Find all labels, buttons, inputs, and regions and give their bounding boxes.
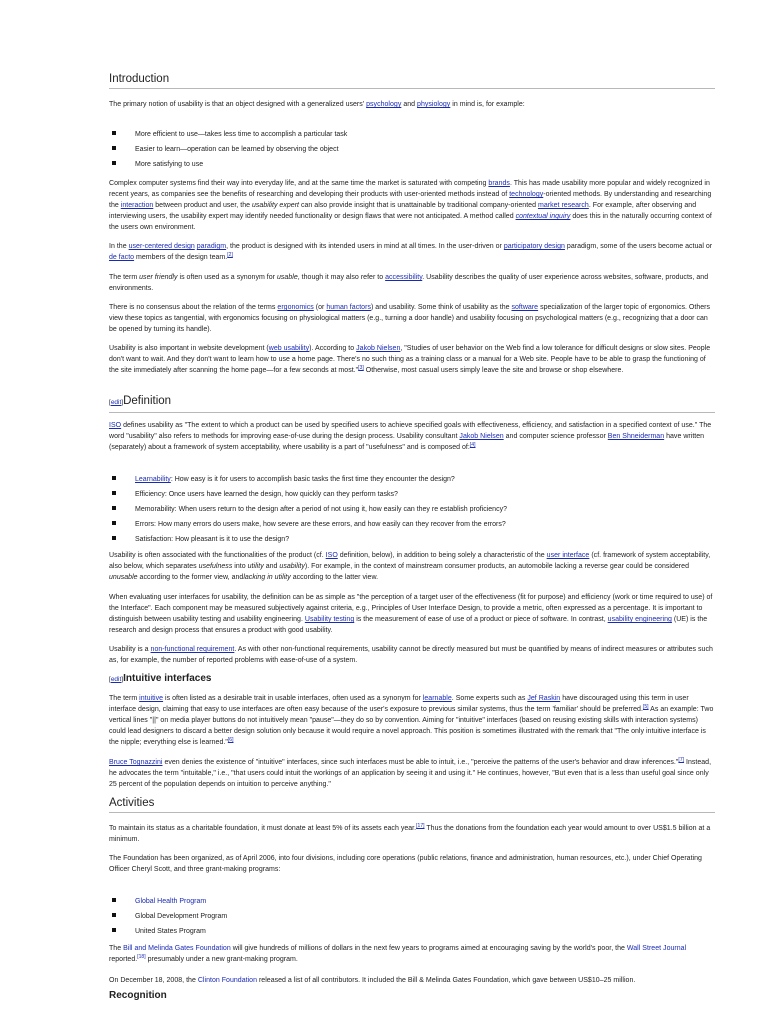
list-item: More efficient to use—takes less time to accomplish a particular task (109, 129, 715, 144)
link-human-factors[interactable]: human factors (326, 304, 371, 311)
section-heading-definition: [edit]Definition (109, 394, 715, 413)
intuitive-paragraph-1: The term intuitive is often listed as a desirable trait in usable interfaces, often used as a synonym for learnable. Some experts such as Jef Raskin have discouraged using this term in user interface design, claiming that easy to use interfaces are often easy because of the user's exposure to previous similar systems, thus the term 'familiar' should be preferred.[5] As an example: Two vertical lines "||" on media player buttons do not intuitively mean "pause"—they do so by convention. Aiming for "intuitive" interfaces (based on reusing existing skills with interaction systems) could lead designers to discard a better design solution only because it would require a novel approach. This position is sometimes illustrated with the remark that "The only intuitive interface is the nipple; everything else is learned."[6] (109, 695, 714, 746)
list-item: Satisfaction: How pleasant is it to use the design? (109, 534, 715, 549)
reference-link[interactable]: [4] (469, 442, 476, 448)
link-global-health-program[interactable]: Global Health Program (135, 898, 207, 905)
link-ben-shneiderman[interactable]: Ben Shneiderman (607, 433, 665, 440)
list-item: Memorability: When users return to the design after a period of not using it, how easily can they re establish proficiency? (109, 504, 715, 519)
link-jakob-nielsen[interactable]: Jakob Nielsen (459, 433, 504, 440)
link-de-facto[interactable]: de facto (109, 254, 135, 261)
link-jef-raskin[interactable]: Jef Raskin (527, 695, 561, 702)
link-paradigm[interactable]: paradigm (196, 243, 227, 250)
link-intuitive[interactable]: intuitive (139, 695, 164, 702)
section-heading-intuitive-interfaces: [edit]Intuitive interfaces (109, 673, 212, 684)
list-item: Errors: How many errors do users make, how severe are these errors, and how easily can they recover from the errors? (109, 519, 715, 534)
activities-paragraph-1: To maintain its status as a charitable foundation, it must donate at least 5% of its assets each year.[17] Thus the donations from the foundation each year would amount to over US$1.5 billion at a minimum. (109, 823, 711, 843)
link-gates-foundation[interactable]: Bill and Melinda Gates Foundation (123, 945, 231, 952)
definition-bullet-list (109, 474, 715, 549)
reference-link[interactable]: [3] (358, 365, 364, 371)
list-item: Easier to learn—operation can be learned by observing the object (109, 144, 715, 159)
list-item: Efficiency: Once users have learned the design, how quickly can they perform tasks? (109, 489, 715, 504)
intro-paragraph-6: Usability is also important in website development (web usability). According to Jakob Nielsen, "Studies of user behavior on the Web find a low tolerance for difficult designs or slow sites. People don't want to wait. And they don't want to learn how to use a home page. There's no such thing as a training class or a manual for a Web site. People have to be able to grasp the functioning of the site immediately after scanning the home page—for a few seconds at most."[3] Otherwise, most casual users simply leave the site and browse or shop elsewhere. (109, 345, 711, 374)
link-usability-engineering[interactable]: usability engineering (607, 616, 672, 623)
intro-paragraph-3: In the user-centered design paradigm, the product is designed with its intended users in mind at all times. In the user-driven or participatory design paradigm, some of the users become actual or de facto members of the design team.[2] (109, 243, 713, 261)
reference-link[interactable]: [2] (227, 252, 233, 258)
link-technology[interactable]: technology (509, 191, 544, 198)
list-item (109, 896, 715, 911)
activities-paragraph-3: The Bill and Melinda Gates Foundation will give hundreds of millions of dollars in the next few years to programs aimed at encouraging saving by the world's poor, the Wall Street Journal reported.[18] presumably under a new grant-making program. (109, 945, 687, 963)
link-brands[interactable]: brands (488, 180, 510, 187)
definition-paragraph-2: Usability is often associated with the functionalities of the product (cf. ISO definition, below), in addition to being solely a characteristic of the user interface (cf. framework of system acceptability, also below, which separates usefulness into utility and usability). For example, in the context of mainstream consumer products, an automobile lacking a reverse gear could be considered unusable according to the former view, andlacking in utility according to the latter view. (109, 552, 711, 581)
activities-paragraph-2: The Foundation has been organized, as of April 2006, into four divisions, including core operations (public relations, finance and administration, human resources, etc.), under Chief Operating Officer Cheryl Scott, and three grant-making programs: (109, 855, 702, 873)
section-heading-introduction: Introduction (109, 72, 715, 89)
link-accessibility[interactable]: accessibility (385, 274, 423, 281)
intro-bullet-list (109, 129, 715, 174)
link-iso[interactable]: ISO (325, 552, 338, 559)
intro-paragraph-4: The term user friendly is often used as a synonym for usable, though it may also refer to accessibility. Usability describes the quality of user experience across websites, software, products, and environments. (109, 274, 709, 292)
definition-paragraph-3: When evaluating user interfaces for usability, the definition can be as simple as "the perception of a target user of the effectiveness (fit for purpose) and efficiency (work or time required to use) of the Interface". Each component may be measured subjectively against criteria, e.g., Principles of User Interface Design, to provide a metric, often expressed as a percentage. It is important to distinguish between usability testing and usability engineering. Usability testing is the measurement of ease of use of a product or piece of software. In contrast, usability engineering (UE) is the research and design process that ensures a product with good usability. (109, 594, 713, 634)
reference-link[interactable]: [6] (227, 737, 234, 743)
link-physiology[interactable]: physiology (417, 101, 451, 108)
link-contextual-inquiry[interactable]: contextual inquiry (515, 213, 571, 220)
section-heading-activities: Activities (109, 796, 715, 813)
link-non-functional-requirement[interactable]: non-functional requirement (150, 646, 235, 653)
link-software[interactable]: software (511, 304, 539, 311)
link-user-interface[interactable]: user interface (546, 552, 590, 559)
intro-paragraph-5: There is no consensus about the relation of the terms ergonomics (or human factors) and usability. Some think of usability as the software specialization of the larger topic of ergonomics. Others view these topics as tangential, with ergonomics focusing on physiological matters (e.g., turning a door handle) and usability focusing on psychological matters (e.g., recognizing that a door can be opened by turning its handle). (109, 304, 711, 333)
list-item: More satisfying to use (109, 159, 715, 174)
link-usability-testing[interactable]: Usability testing (304, 616, 355, 623)
activities-bullet-list (109, 896, 715, 941)
link-bruce-tognazzini[interactable]: Bruce Tognazzini (109, 759, 163, 766)
link-market-research[interactable]: market research (537, 202, 589, 209)
link-jakob-nielsen[interactable]: Jakob Nielsen (356, 345, 401, 352)
reference-link[interactable]: [7] (678, 757, 685, 763)
link-web-usability[interactable]: web usability (268, 345, 310, 352)
intro-paragraph-2: Complex computer systems find their way into everyday life, and at the same time the market is saturated with competing brands. This has made usability more popular and widely recognized in recent years, as companies see the benefits of researching and developing their products with user-oriented methods instead of technology-oriented methods. By understanding and researching the interaction between product and user, the usability expert can also provide insight that is unattainable by traditional company-oriented market research. For example, after observing and interviewing users, the usability expert may identify needed functionality or design flaws that were not anticipated. A method called contextual inquiry does this in the naturally occurring context of the users own environment. (109, 180, 712, 231)
reference-link[interactable]: [5] (642, 704, 649, 710)
edit-link[interactable]: edit (110, 399, 122, 406)
link-ergonomics[interactable]: ergonomics (277, 304, 314, 311)
edit-link[interactable]: edit (110, 676, 122, 683)
list-item: United States Program (109, 926, 715, 941)
link-interaction[interactable]: interaction (120, 202, 154, 209)
definition-paragraph-1: ISO defines usability as "The extent to which a product can be used by specified users to achieve specified goals with effectiveness, efficiency, and satisfaction in a specified context of use." The word "usability" also refers to methods for improving ease-of-use during the design process. Usability consultant Jakob Nielsen and computer science professor Ben Shneiderman have written (separately) about a framework of system acceptability, where usability is a part of "usefulness" and is composed of:[4] (109, 422, 712, 451)
intuitive-paragraph-2: Bruce Tognazzini even denies the existence of "intuitive" interfaces, since such interfaces must be able to intuit, i.e., "perceive the patterns of the user's behavior and draw inferences."[7] Instead, he advocates the term "intuitable," i.e., "that users could intuit the workings of an application by seeing it and using it." He continues, however, "But even that is a less than useful goal since only 25 percent of the population depends on intuition to perceive anything." (109, 757, 712, 788)
list-item: Global Development Program (109, 911, 715, 926)
section-heading-recognition: Recognition (109, 990, 167, 1001)
link-iso[interactable]: ISO (109, 422, 122, 429)
link-learnability[interactable]: Learnability (135, 476, 171, 483)
link-learnable[interactable]: learnable (422, 695, 452, 702)
reference-link[interactable]: [17] (416, 823, 425, 829)
link-user-centered-design[interactable]: user-centered design (128, 243, 195, 250)
list-item: Learnability: How easy is it for users to accomplish basic tasks the first time they encounter the design? (109, 474, 715, 489)
link-psychology[interactable]: psychology (366, 101, 402, 108)
link-participatory-design[interactable]: participatory design (503, 243, 565, 250)
definition-paragraph-4: Usability is a non-functional requirement. As with other non-functional requirements, usability cannot be directly measured but must be quantified by means of indirect measures or attributes such as, for example, the number of reported problems with ease-of-use of a system. (109, 646, 713, 664)
link-wall-street-journal[interactable]: Wall Street Journal (626, 945, 687, 952)
reference-link[interactable]: [18] (137, 954, 146, 960)
link-clinton-foundation[interactable]: Clinton Foundation (197, 977, 257, 984)
activities-paragraph-4: On December 18, 2008, the Clinton Foundation released a list of all contributors. It included the Bill & Melinda Gates Foundation, which gave between US$10–25 million. (109, 977, 636, 984)
intro-paragraph-1: The primary notion of usability is that an object designed with a generalized users' psychology and physiology in mind is, for example: (109, 101, 525, 108)
